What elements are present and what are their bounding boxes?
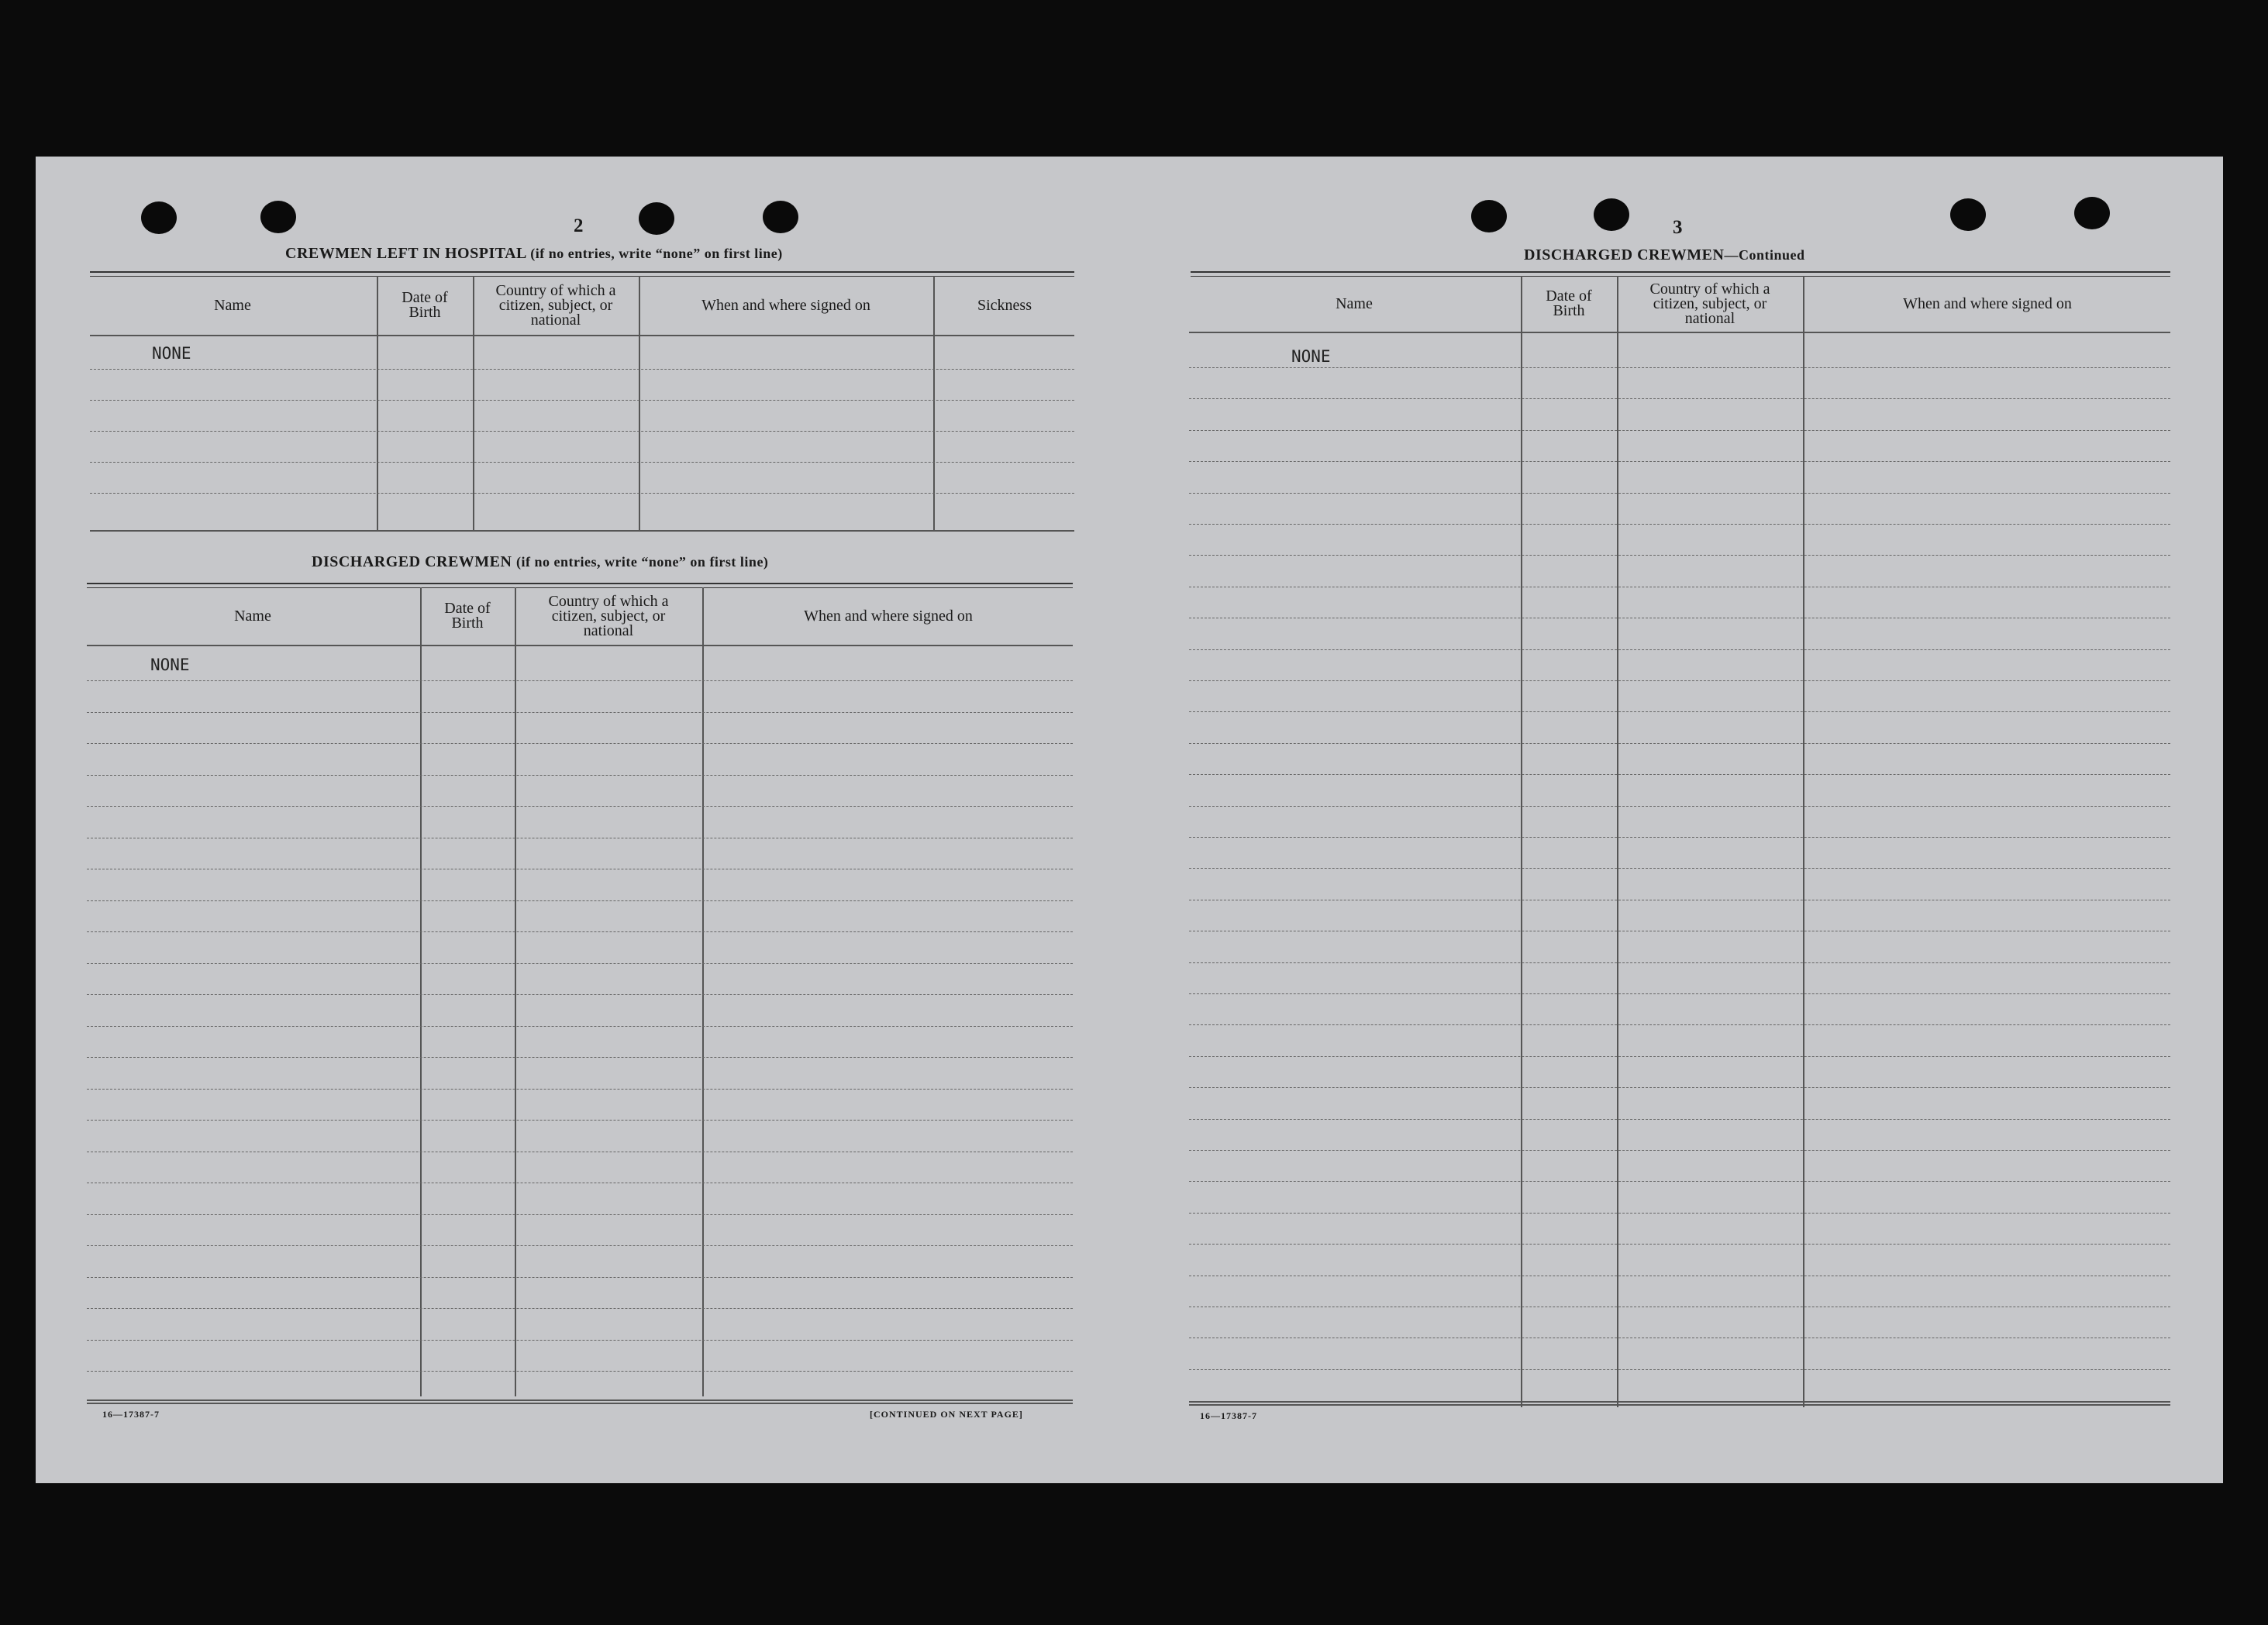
ruled-line: [1189, 649, 2170, 650]
punch-hole: [763, 201, 798, 233]
ruled-line: [1189, 1244, 2170, 1245]
hospital-section-title: [285, 245, 783, 263]
ruled-line: [87, 963, 1073, 964]
ruled-line: [1189, 962, 2170, 963]
form-number: 16—17387-7: [1200, 1410, 1257, 1421]
ruled-line: [1189, 743, 2170, 744]
ruled-line: [87, 1120, 1073, 1121]
punch-hole: [1950, 198, 1986, 231]
continued-note: [CONTINUED ON NEXT PAGE]: [870, 1409, 1023, 1420]
col-header-name: Name: [214, 296, 251, 314]
ruled-line: [1189, 1056, 2170, 1057]
ruled-line: [1189, 524, 2170, 525]
ruled-line: [1189, 1213, 2170, 1214]
ruled-line: [1189, 1119, 2170, 1120]
punch-hole: [1471, 200, 1507, 232]
ruled-line: [1189, 1024, 2170, 1025]
form-number: 16—17387-7: [102, 1409, 160, 1420]
hospital-table: [90, 276, 1074, 532]
ruled-line: [1189, 711, 2170, 712]
ruled-line: [87, 806, 1073, 807]
col-header-country: Country of which a citizen, subject, or national: [548, 592, 669, 639]
punch-hole: [260, 201, 296, 233]
ruled-line: [87, 1371, 1073, 1372]
col-header-signed-on: When and where signed on: [701, 296, 870, 314]
ruled-line: [87, 1214, 1073, 1215]
ruled-line: [1189, 837, 2170, 838]
ruled-line: [87, 931, 1073, 932]
page-number: 3: [1673, 217, 1683, 238]
punch-hole: [2074, 197, 2110, 229]
discharged-section-title: [312, 553, 768, 571]
ruled-line: [1189, 993, 2170, 994]
ruled-line: [1189, 1150, 2170, 1151]
punch-hole: [1594, 198, 1629, 231]
ruled-line: [87, 1308, 1073, 1309]
col-header-date-of-birth: Date of Birth: [1546, 287, 1592, 319]
ruled-line: [87, 1057, 1073, 1058]
ruled-line: [87, 900, 1073, 901]
page-number: 2: [574, 215, 584, 236]
discharged-title-text: DISCHARGED CREWMEN: [312, 553, 512, 570]
punch-hole: [141, 201, 177, 234]
ruled-line: [1189, 1369, 2170, 1370]
discharged-table-right: [1189, 276, 2170, 1407]
discharged-instruction: (if no entries, write “none” on first line): [515, 554, 769, 570]
form-sheet: [36, 157, 2223, 1483]
punch-hole: [639, 202, 674, 235]
ruled-line: [87, 1277, 1073, 1278]
col-header-signed-on: When and where signed on: [1903, 294, 2072, 312]
discharged-entry-none: NONE: [150, 656, 190, 674]
continued-entry-none: NONE: [1291, 347, 1331, 366]
col-header-name: Name: [1336, 294, 1373, 312]
col-header-country: Country of which a citizen, subject, or national: [1649, 280, 1770, 327]
continued-title-text: DISCHARGED CREWMEN: [1524, 246, 1725, 263]
col-header-sickness: Sickness: [977, 296, 1032, 314]
col-header-signed-on: When and where signed on: [804, 607, 973, 625]
ruled-line: [87, 743, 1073, 744]
continued-suffix: —Continued: [1724, 247, 1805, 263]
hospital-title-text: CREWMEN LEFT IN HOSPITAL: [285, 245, 526, 262]
ruled-line: [87, 994, 1073, 995]
ruled-line: [1189, 1181, 2170, 1182]
ruled-line: [1189, 1087, 2170, 1088]
ruled-line: [1189, 430, 2170, 431]
col-header-name: Name: [234, 607, 271, 625]
ruled-line: [1189, 493, 2170, 494]
discharged-table-left: [87, 587, 1073, 1409]
ruled-line: [1189, 680, 2170, 681]
ruled-line: [87, 712, 1073, 713]
ruled-line: [87, 1340, 1073, 1341]
ruled-line: [1189, 398, 2170, 399]
ruled-line: [1189, 806, 2170, 807]
ruled-line: [1189, 868, 2170, 869]
ruled-line: [1189, 461, 2170, 462]
col-header-country: Country of which a citizen, subject, or national: [495, 281, 616, 329]
col-header-date-of-birth: Date of Birth: [444, 600, 491, 632]
ruled-line: [87, 1089, 1073, 1090]
col-header-date-of-birth: Date of Birth: [402, 289, 448, 321]
hospital-instruction: (if no entries, write “none” on first line): [530, 246, 783, 261]
ruled-line: [1189, 555, 2170, 556]
ruled-line: [1189, 367, 2170, 368]
ruled-line: [87, 1245, 1073, 1246]
ruled-line: [87, 680, 1073, 681]
ruled-line: [1189, 774, 2170, 775]
ruled-line: [87, 1026, 1073, 1027]
ruled-line: [87, 775, 1073, 776]
hospital-entry-none: NONE: [152, 344, 191, 363]
continued-section-title: [1524, 246, 1805, 264]
